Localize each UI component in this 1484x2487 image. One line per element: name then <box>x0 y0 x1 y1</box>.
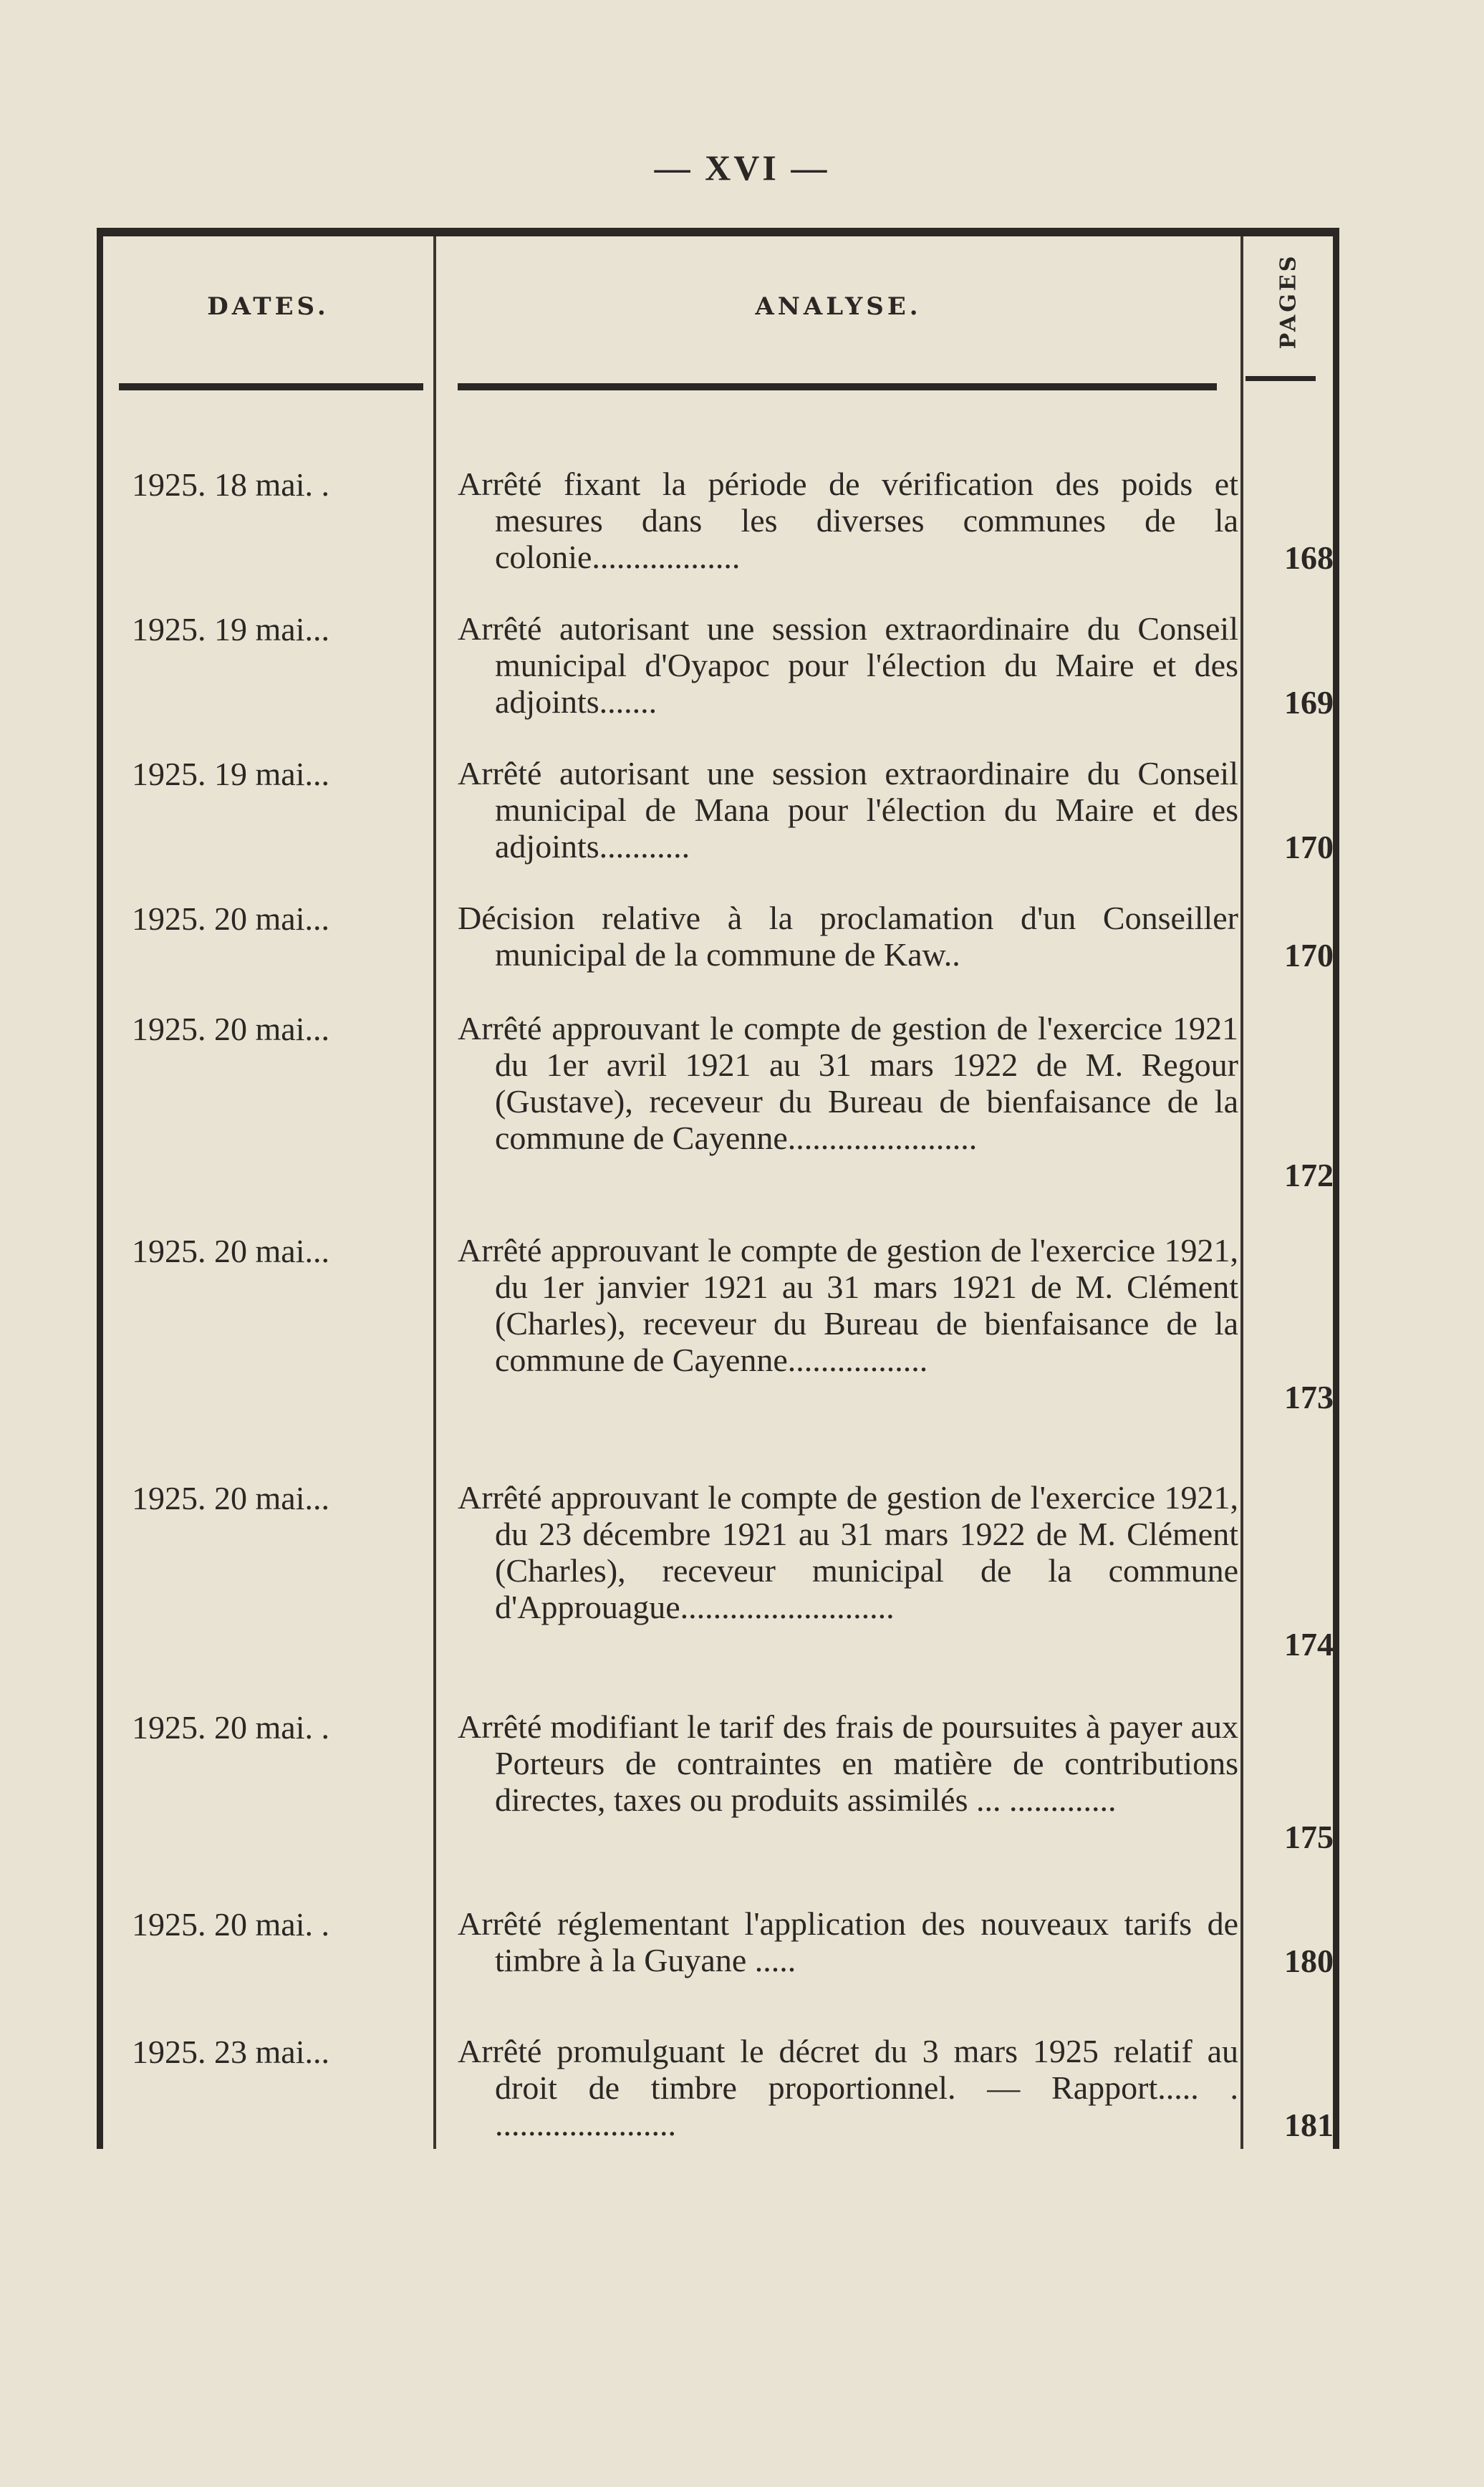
entry-date: 1925. 20 mai... <box>132 900 329 937</box>
entry-page: 180 <box>1284 1943 1334 1979</box>
entry-analyse: Arrêté approuvant le compte de gestion de l'exercice 1921 du 1er avril 1921 au 31 mars 1922 de M. Regour (Gustave), receveur du Bureau de bienfaisance de la commune de Cayenne....................... <box>458 1010 1238 1156</box>
entry-analyse: Arrêté réglementant l'application des nouveaux tarifs de timbre à la Guyane ..... <box>458 1905 1238 1978</box>
entry-page: 175 <box>1284 1819 1334 1855</box>
entry-analyse: Arrêté approuvant le compte de gestion de l'exercice 1921, du 1er janvier 1921 au 31 mars 1921 de M. Clément (Charles), receveur du Bureau de bienfaisance de la commune de Cayenne................. <box>458 1232 1238 1378</box>
entry-analyse: Arrêté autorisant une session extraordinaire du Conseil municipal de Mana pour l'élection du Maire et des adjoints........... <box>458 755 1238 865</box>
header-pages <box>1243 253 1333 349</box>
entry-date: 1925. 20 mai... <box>132 1480 329 1516</box>
header-dates: DATES. <box>207 292 329 321</box>
entry-date: 1925. 20 mai... <box>132 1233 329 1269</box>
entry-page: 168 <box>1284 539 1334 576</box>
header-analyse: ANALYSE. <box>755 292 922 321</box>
entry-date: 1925. 20 mai. . <box>132 1709 329 1746</box>
header-rule-dates <box>119 383 423 390</box>
entry-page: 169 <box>1284 684 1334 721</box>
entry-date: 1925. 19 mai... <box>132 611 329 648</box>
header-pages-label: PAGES <box>1276 253 1301 349</box>
entry-analyse: Décision relative à la proclamation d'un Conseiller municipal de la commune de Kaw.. <box>458 900 1238 973</box>
entry-page: 172 <box>1284 1157 1334 1193</box>
entry-date: 1925. 20 mai. . <box>132 1906 329 1943</box>
entry-page: 173 <box>1284 1379 1334 1415</box>
index-table <box>97 228 1339 2149</box>
entry-page: 174 <box>1284 1626 1334 1663</box>
column-divider-right <box>1240 236 1243 2149</box>
entry-analyse: Arrêté fixant la période de vérification des poids et mesures dans les diverses communes de la colonie.................. <box>458 466 1238 575</box>
entry-date: 1925. 19 mai... <box>132 756 329 792</box>
entry-date: 1925. 23 mai... <box>132 2034 329 2070</box>
entry-analyse: Arrêté approuvant le compte de gestion de l'exercice 1921, du 23 décembre 1921 au 31 mars 1922 de M. Clément (Charles), receveur municipal de la commune d'Approuague.......................... <box>458 1479 1238 1625</box>
page-number: — XVI — <box>654 148 830 188</box>
entry-analyse: Arrêté autorisant une session extraordinaire du Conseil municipal d'Oyapoc pour l'élection du Maire et des adjoints....... <box>458 610 1238 720</box>
entry-date: 1925. 18 mai. . <box>132 466 329 503</box>
column-divider-left <box>433 236 436 2149</box>
entry-analyse: Arrêté promulguant le décret du 3 mars 1925 relatif au droit de timbre proportionnel. — Rapport..... . ...................... <box>458 2033 1238 2142</box>
entry-page: 181 <box>1284 2107 1334 2143</box>
header-rule-pages <box>1246 376 1316 381</box>
entry-date: 1925. 20 mai... <box>132 1011 329 1047</box>
entry-page: 170 <box>1284 937 1334 973</box>
entry-page: 170 <box>1284 829 1334 865</box>
header-rule-analyse <box>458 383 1217 390</box>
entry-analyse: Arrêté modifiant le tarif des frais de poursuites à payer aux Porteurs de contraintes en matière de contributions directes, taxes ou produits assimilés ... ............. <box>458 1708 1238 1818</box>
